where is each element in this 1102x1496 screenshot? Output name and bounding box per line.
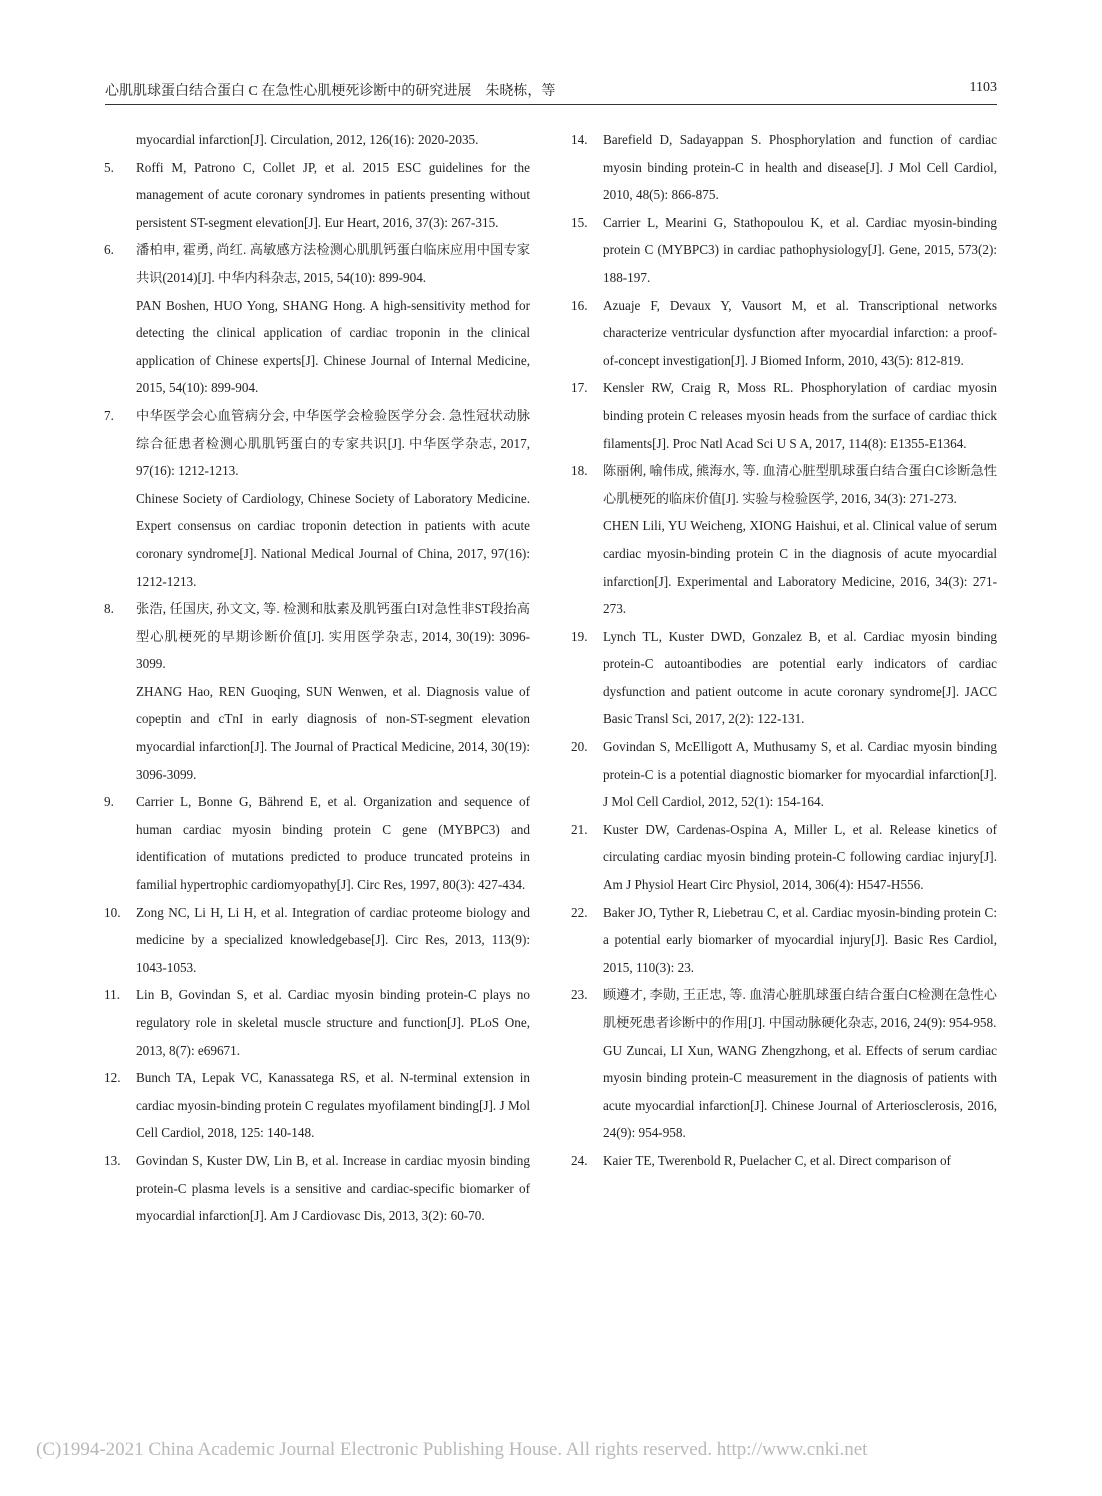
reference-item (104, 595, 530, 788)
reference-text: Bunch TA, Lepak VC, Kanassatega RS, et al. N-terminal extension in cardiac myosin-binding protein C regulates myofilament binding[J]. J Mol Cell Cardiol, 2018, 125: 140-148. (136, 1070, 530, 1141)
running-header (105, 78, 997, 105)
reference-text: Lynch TL, Kuster DWD, Gonzalez B, et al. Cardiac myosin binding protein-C autoantibodies are potential early indicators of cardiac dysfunction and patient outcome in acute coronary syndrome[J]. JACC Basic Transl Sci, 2017, 2(2): 122-131. (603, 628, 997, 727)
reference-english-translation: GU Zuncai, LI Xun, WANG Zhengzhong, et al. Effects of serum cardiac myosin binding protein-C measurement in the diagnosis of patients with acute myocardial infarction[J]. Chinese Journal of Arteriosclerosis, 2016, 24(9): 954-958. (603, 1042, 997, 1141)
reference-item (571, 899, 997, 982)
running-title: 心肌肌球蛋白结合蛋白 C 在急性心肌梗死诊断中的研究进展 朱晓栋，等 (105, 84, 556, 99)
reference-text: 中华医学会心血管病分会, 中华医学会检验医学分会. 急性冠状动脉综合征患者检测心肌肌钙蛋白的专家共识[J]. 中华医学杂志, 2017, 97(16): 1212-1213. (136, 407, 530, 479)
reference-item (104, 402, 530, 595)
reference-text: Baker JO, Tyther R, Liebetrau C, et al. Cardiac myosin-binding protein C: a potential early biomarker of myocardial injury[J]. Basic Res Cardiol, 2015, 110(3): 23. (603, 904, 997, 975)
reference-text: 张浩, 任国庆, 孙文文, 等. 检测和肽素及肌钙蛋白I对急性非ST段抬高型心肌梗死的早期诊断价值[J]. 实用医学杂志, 2014, 30(19): 3096-3099. (136, 601, 530, 672)
reference-text: Carrier L, Bonne G, Bährend E, et al. Organization and sequence of human cardiac myosin binding protein C gene (MYBPC3) and identification of mutations predicted to produce truncated proteins in familial hypertrophic cardiomyopathy[J]. Circ Res, 1997, 80(3): 427-434. (136, 794, 530, 893)
reference-item (571, 1147, 997, 1175)
reference-number: 9. (104, 794, 114, 810)
reference-english-translation: ZHANG Hao, REN Guoqing, SUN Wenwen, et al. Diagnosis value of copeptin and cTnI in early diagnosis of non-ST-segment elevation myocardial infarction[J]. The Journal of Practical Medicine, 2014, 30(19): 3096-3099. (136, 683, 530, 782)
reference-item (571, 733, 997, 816)
reference-number: 16. (571, 297, 588, 313)
reference-english-translation: CHEN Lili, YU Weicheng, XIONG Haishui, et al. Clinical value of serum cardiac myosin-binding protein C in the diagnosis of acute myocardial infarction[J]. Experimental and Laboratory Medicine, 2016, 34(3): 271-273. (603, 518, 997, 617)
reference-number: 10. (104, 904, 121, 920)
reference-item (104, 899, 530, 982)
reference-number: 21. (571, 821, 588, 837)
reference-item (571, 126, 997, 209)
reference-text: 潘柏申, 霍勇, 尚红. 高敏感方法检测心肌肌钙蛋白临床应用中国专家共识(2014)[J]. 中华内科杂志, 2015, 54(10): 899-904. (136, 242, 530, 285)
reference-text: Kensler RW, Craig R, Moss RL. Phosphorylation of cardiac myosin binding protein C releases myosin heads from the surface of cardiac thick filaments[J]. Proc Natl Acad Sci U S A, 2017, 114(8): E1355-E1364. (603, 380, 997, 451)
reference-number: 6. (104, 242, 114, 258)
reference-number: 23. (571, 987, 588, 1003)
reference-item (104, 788, 530, 898)
reference-number: 18. (571, 463, 588, 479)
reference-number: 8. (104, 601, 114, 617)
reference-item (104, 126, 530, 154)
reference-text: Lin B, Govindan S, et al. Cardiac myosin binding protein-C plays no regulatory role in skeletal muscle structure and function[J]. PLoS One, 2013, 8(7): e69671. (136, 987, 530, 1058)
reference-item (104, 154, 530, 237)
reference-english-translation: PAN Boshen, HUO Yong, SHANG Hong. A high-sensitivity method for detecting the clinical application of cardiac troponin in the clinical application of Chinese experts[J]. Chinese Journal of Internal Medicine, 2015, 54(10): 899-904. (136, 297, 530, 396)
reference-item (104, 981, 530, 1064)
copyright-footer: (C)1994-2021 China Academic Journal Electronic Publishing House. All rights reserved. http://www.cnki.net (36, 1439, 868, 1460)
reference-number: 12. (104, 1070, 121, 1086)
reference-text: Roffi M, Patrono C, Collet JP, et al. 2015 ESC guidelines for the management of acute coronary syndromes in patients presenting without persistent ST-segment elevation[J]. Eur Heart, 2016, 37(3): 267-315. (136, 159, 530, 230)
reference-number: 22. (571, 904, 588, 920)
reference-item (571, 981, 997, 1147)
references-right-column (571, 126, 997, 1175)
reference-text: Govindan S, McElligott A, Muthusamy S, et al. Cardiac myosin binding protein-C is a potential diagnostic biomarker for myocardial infarction[J]. J Mol Cell Cardiol, 2012, 52(1): 154-164. (603, 739, 997, 810)
reference-text: 陈丽俐, 喻伟成, 熊海水, 等. 血清心脏型肌球蛋白结合蛋白C诊断急性心肌梗死的临床价值[J]. 实验与检验医学, 2016, 34(3): 271-273. (603, 463, 997, 506)
reference-text: Zong NC, Li H, Li H, et al. Integration of cardiac proteome biology and medicine by a specialized knowledgebase[J]. Circ Res, 2013, 113(9): 1043-1053. (136, 904, 530, 975)
reference-number: 19. (571, 628, 588, 644)
reference-text: Kaier TE, Twerenbold R, Puelacher C, et al. Direct comparison of (603, 1152, 951, 1168)
reference-item (571, 374, 997, 457)
reference-text: Barefield D, Sadayappan S. Phosphorylation and function of cardiac myosin binding protein-C in health and disease[J]. J Mol Cell Cardiol, 2010, 48(5): 866-875. (603, 132, 997, 203)
reference-number: 13. (104, 1152, 121, 1168)
reference-number: 24. (571, 1152, 588, 1168)
reference-text: Azuaje F, Devaux Y, Vausort M, et al. Transcriptional networks characterize ventricular dysfunction after myocardial infarction: a proof-of-concept investigation[J]. J Biomed Inform, 2010, 43(5): 812-819. (603, 297, 997, 368)
reference-text: Govindan S, Kuster DW, Lin B, et al. Increase in cardiac myosin binding protein-C plasma levels is a sensitive and cardiac-specific biomarker of myocardial infarction[J]. Am J Cardiovasc Dis, 2013, 3(2): 60-70. (136, 1152, 530, 1224)
reference-number: 7. (104, 407, 114, 423)
references-left-column (104, 126, 530, 1230)
reference-english-translation: Chinese Society of Cardiology, Chinese Society of Laboratory Medicine. Expert consensus on cardiac troponin detection in patients with acute coronary syndrome[J]. National Medical Journal of China, 2017, 97(16): 1212-1213. (136, 490, 530, 589)
reference-number: 20. (571, 739, 588, 755)
reference-text: Carrier L, Mearini G, Stathopoulou K, et al. Cardiac myosin-binding protein C (MYBPC3) in cardiac pathophysiology[J]. Gene, 2015, 573(2): 188-197. (603, 214, 997, 285)
reference-text: Kuster DW, Cardenas-Ospina A, Miller L, et al. Release kinetics of circulating cardiac myosin binding protein-C following cardiac injury[J]. Am J Physiol Heart Circ Physiol, 2014, 306(4): H547-H556. (603, 821, 997, 893)
reference-item (571, 816, 997, 899)
page-number: 1103 (969, 80, 997, 95)
reference-item (571, 209, 997, 292)
reference-item (571, 623, 997, 733)
reference-number: 11. (104, 987, 120, 1003)
reference-text: 顾遵才, 李勋, 王正忠, 等. 血清心脏肌球蛋白结合蛋白C检测在急性心肌梗死患者诊断中的作用[J]. 中国动脉硬化杂志, 2016, 24(9): 954-958. (603, 987, 997, 1030)
reference-number: 14. (571, 132, 588, 147)
reference-item (571, 457, 997, 623)
reference-text: myocardial infarction[J]. Circulation, 2012, 126(16): 2020-2035. (136, 132, 479, 147)
reference-number: 15. (571, 214, 588, 230)
reference-item (104, 1064, 530, 1147)
reference-item (104, 236, 530, 402)
reference-item (104, 1147, 530, 1230)
reference-item (571, 292, 997, 375)
reference-number: 17. (571, 380, 588, 396)
reference-number: 5. (104, 159, 114, 175)
